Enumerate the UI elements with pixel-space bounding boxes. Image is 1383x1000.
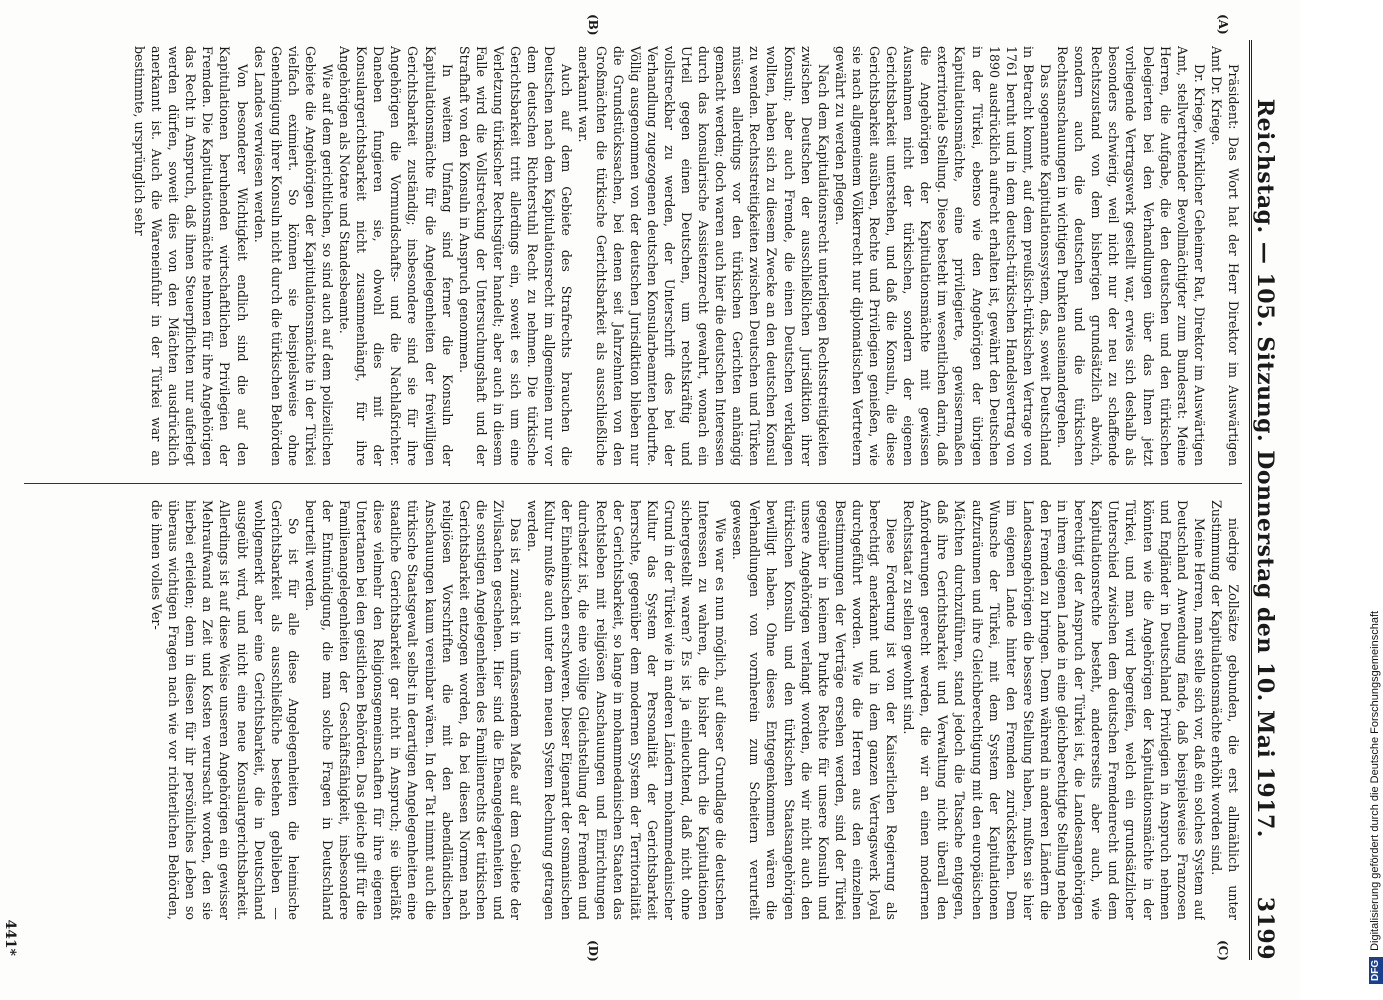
margin-marker-a: (A) [1216,14,1230,35]
page-header [1249,40,1286,960]
footer-text: Digitalisierung gefördert durch die Deutsche Forschungsgemeinschaft [1369,610,1381,951]
digitization-footer [1359,0,1383,1000]
dfg-logo: DFG [1369,957,1383,984]
paragraph: niedrige Zollsätze gebunden, die erst allmählich unter Zustimmung der Kapitulationsmächte erhöht worden sind. [1208,500,1241,920]
footer-line [1363,0,1383,1000]
margin-marker-c: (C) [1216,940,1230,961]
paragraph: Präsident: Das Wort hat der Herr Direktor im Auswärtigen Amt Dr. Kriege. [1208,46,1241,466]
page-number: 3199 [1252,896,1278,960]
right-column [24,500,1242,920]
paragraph: Wie war es nun möglich, auf dieser Grundlage die deutschen Interessen zu wahren, die bisher durch die Kapitulationen sichergestellt waren? Es ist ja einleuchtend, daß nicht ohne Grund in der Türkei wie in anderen Ländern mohammedanischer Kultur das System der Personalität der Gerichtsbarkeit herrschte, gegenüber dem modernen System der Territorialität der Gerichtsbarkeit, so lange in mohammedanischen Staaten das Rechtsleben mit religiösen Anschauungen und Einrichtungen durchsetzt ist, die eine völlige Gleichstellung der Fremden und der Einheimischen erschweren. Dieser Eigenart der osmanischen Kultur mußte auch unter dem neuen System Rechnung getragen werden. [525,500,729,920]
paragraph: So ist für alle diese Angelegenheiten die heimische Gerichtsbarkeit als ausschließliche bestehen geblieben — wohlgemerkt aber eine Gerichtsbarkeit, die in Deutschland ausgeübt wird, und nicht eine neue Konsulargerichtsbarkeit. Allerdings ist auf diese Weise unseren Angehörigen ein gewisser Mehraufwand an Zeit und Kosten verursacht worden, den sie hierbei erleiden; denn in diesen für ihr persönliches Leben so überaus wichtigen Fragen nach wie vor richterlichen Behörden, die ihnen volles Ver- [149,500,301,920]
left-column [24,46,1242,466]
margin-marker-b: (B) [586,14,600,36]
running-head: Reichstag. — 105. Sitzung. Donnerstag den 10. Mai 1917. [1252,98,1278,838]
paragraph: Wie auf dem gerichtlichen, so sind auch auf dem polizeilichen Gebiete die Angehörigen der Kapitulationsmächte in der Türkei vielfach eximiert. So können sie beispielsweise ohne Genehmigung ihrer Konsuln nicht durch die türkischen Behörden des Landes verwiesen werden. [251,46,336,466]
paragraph: Das ist zunächst in umfassendem Maße auf dem Gebiete der Zivilsachen geschehen. Hier sind die Eheangelegenheiten und die sonstigen Angelegenheiten des Familienrechts der türkischen Gerichtsbarkeit entzogen worden, da bei diesen Normen nach religiösen Vorschriften die mit den abendländischen Anschauungen kaum vereinbar wären. In der Tat nimmt auch die türkische Staatsgewalt selbst in derartigen Angelegenheiten eine staatliche Gerichtsbarkeit gar nicht in Anspruch; sie überläßt diese vielmehr den Religionsgemeinschaften für ihre eigenen Untertanen bei den geistlichen Behörden. Das gleiche gilt für die Familienangelegenheiten der Geschäftsfähigkeit, insbesondere der Entmündigung, die man solche Fragen in Deutschland beurteilt werden. [302,500,524,920]
paragraph: Nach dem Kapitulationsrecht unterliegen Rechtsstreitigkeiten zwischen Deutschen der ausschließlichen Jurisdiktion ihrer Konsuln; aber auch Fremde, die einen Deutschen verklagen wollten, haben sich zu diesem Zwecke an den deutschen Konsul zu wenden. Rechtsstreitigkeiten zwischen Deutschen und Türken müssen allerdings vor den türkischen Gerichten anhängig gemacht werden; doch waren auch hier die deutschen Interessen durch das konsularische Assistenzrecht gewahrt, wonach ein Urteil gegen einen Deutschen, um rechtskräftig und vollstreckbar zu werden, der Unterschrift des bei der Verhandlung zugezogenen deutschen Konsularbeamten bedurfte. Völlig ausgenommen von der deutschen Jurisdiktion blieben nur die Grundstückssachen, bei denen seit Jahrzehnten von den Großmächten die türkische Gerichtsbarkeit als ausschließliche anerkannt war. [576,46,831,466]
paragraph: Diese Forderung ist von der Kaiserlichen Regierung als berechtigt anerkannt und in dem ganzen Vertragswerk loyal durchgeführt worden. Wie die Herren aus den einzelnen Bestimmungen der Verträge ersehen werden, sind der Türkei gegenüber in keinem Punkte Rechte für unsere Konsuln und unsere Angehörigen verlangt worden, die wir nicht auch den türkischen Konsuln und den türkischen Staatsangehörigen bewilligt haben. Ohne dieses Entgegenkommen wären die Verhandlungen von vornherein zum Scheitern verurteilt gewesen. [730,500,900,920]
paragraph: Das sogenannte Kapitulationssystem, das, soweit Deutschland in Betracht kommt, auf dem preußisch-türkischen Vertrage von 1761 beruht und in dem deutsch-türkischen Handelsvertrag von 1890 ausdrücklich aufrecht erhalten ist, gewährt den Deutschen in der Türkei, ebenso wie den Angehörigen der übrigen Kapitulationsmächte, eine privilegierte, gewissermaßen exterritoriale Stellung. Diese besteht im wesentlichen darin, daß die Angehörigen der Kapitulationsmächte mit gewissen Ausnahmen nicht der türkischen, sondern der eigenen Gerichtsbarkeit unterstehen, und daß die Konsuln, die diese Gerichtsbarkeit ausüben, Rechte und Privilegien genießen, wie sie nach allgemeinem Völkerrecht nur diplomatischen Vertretern gewährt zu werden pflegen. [832,46,1053,466]
paragraph: Meine Herren, man stelle sich vor, daß ein solches System auf Deutschland Anwendung fände, daß beispielsweise Franzosen und Engländer in Deutschland Privilegien in Anspruch nehmen könnten wie die Angehörigen der Kapitulationsmächte in der Türkei, und man wird begreifen, welch ein grundsätzlicher Unterschied zwischen dem deutschen Fremdenrecht und dem Kapitulationsrechte besteht, andererseits aber auch, wie berechtigt der Anspruch der Türkei ist, die Landesangehörigen in ihrem eigenen Lande in eine gleichberechtigte Stellung neben den Fremden zu bringen. Denn während in anderen Ländern die Landesangehörigen die bessere Stellung haben, mußten sie hier im eigenen Lande hinter den Fremden zurückstehen. Dem Wunsche der Türkei, mit dem System der Kapitulationen aufzuräumen und ihre Gleichberechtigung mit den europäischen Mächten durchzuführen, stand jedoch die Tatsache entgegen, daß ihre Gerichtsbarkeit und Verwaltung nicht überall den Anforderungen gerecht werden, die wir an einen modernen Rechtsstaat zu stellen gewohnt sind. [901,500,1207,920]
margin-marker-d: (D) [586,940,600,962]
paragraph: Dr. Kriege, Wirklicher Geheimer Rat, Direktor im Auswärtigen Amt, stellvertretender Bevollmächtigter zum Bundesrat: Meine Herren, die Aufgabe, die den deutschen und den türkischen Delegierten bei den Verhandlungen über das Ihnen jetzt vorliegende Vertragswerk gestellt war, erwies sich deshalb als besonders schwierig, weil nicht nur der neu zu schaffende Rechtszustand von dem bisherigen grundsätzlich abwich, sondern auch die deutschen und die türkischen Rechtsanschauungen in wichtigen Punkten auseinandergehen. [1055,46,1207,466]
column-divider [24,483,1242,484]
signature-mark: 441* [2,919,18,956]
paragraph: In weitem Umfang sind ferner die Konsuln der Kapitulationsmächte für die Angelegenheiten der freiwilligen Gerichtsbarkeit zuständig; insbesondere sind sie für ihre Angehörigen die Vormundschafts- und die Nachlaßrichter. Daneben fungieren sie, obwohl dies mit der Konsulargerichtsbarkeit nicht zusammenhängt, für ihre Angehörigen als Notare und Standesbeamte. [337,46,455,466]
paragraph: Von besonderer Wichtigkeit endlich sind die auf den Kapitulationen beruhenden wirtschaftlichen Privilegien der Fremden. Die Kapitulationsmächte nehmen für ihre Angehörigen das Recht in Anspruch, daß ihnen Steuerpflichten nur auferlegt werden dürfen, soweit dies von den Mächten ausdrücklich anerkannt ist. Auch die Wareneinfuhr in der Türkei war an bestimmte, ursprünglich sehr [132,46,250,466]
paragraph: Auch auf dem Gebiete des Strafrechts brauchen die Deutschen nach dem Kapitulationsrecht im allgemeinen nur vor dem deutschen Richterstuhl Recht zu nehmen. Die türkische Gerichtsbarkeit tritt allerdings ein, soweit es sich um eine Verletzung türkischer Rechtsgüter handelt; aber auch in diesem Falle wird die Vollstreckung der Untersuchungshaft und der Strafhaft von den Konsuln in Anspruch genommen. [456,46,575,466]
